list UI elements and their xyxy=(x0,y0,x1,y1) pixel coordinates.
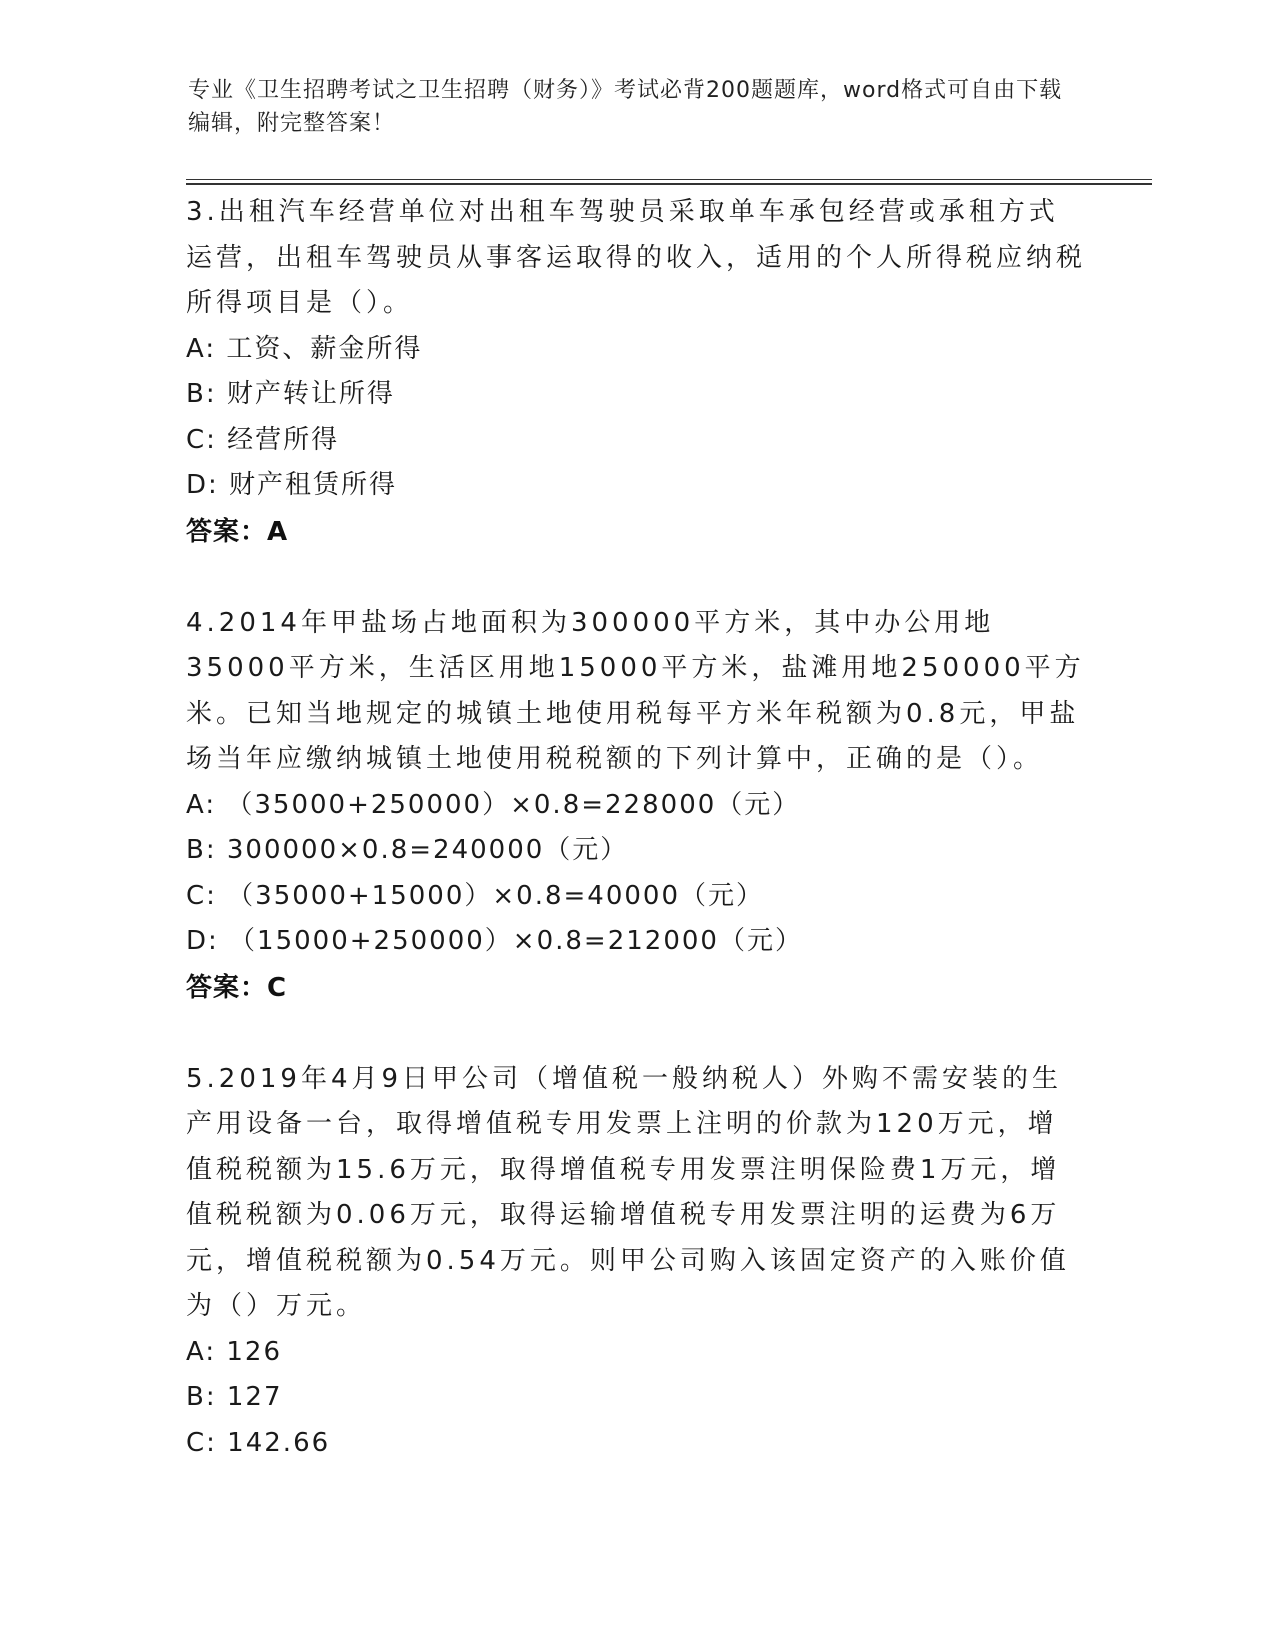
option-a: A: （35000+250000）×0.8=228000（元） xyxy=(186,789,801,820)
question-stem: 4.2014年甲盐场占地面积为300000平方米，其中办公用地35000平方米，生活区用地15000平方米，盐滩用地250000平方米。已知当地规定的城镇土地使用税每平方米年税额为0.8元，甲盐场当年应缴纳城镇土地使用税税额的下列计算中，正确的是（）。 xyxy=(186,607,1085,774)
option-b: B: 财产转让所得 xyxy=(186,379,395,409)
question-stem: 3.出租汽车经营单位对出租车驾驶员采取单车承包经营或承租方式运营，出租车驾驶员从事客运取得的收入，适用的个人所得税应纳税所得项目是（）。 xyxy=(186,197,1087,318)
option-c: C: 经营所得 xyxy=(186,424,340,455)
option-b: B: 127 xyxy=(186,1382,283,1412)
option-b: B: 300000×0.8=240000（元） xyxy=(186,835,629,865)
question-4 xyxy=(186,601,1086,1011)
option-d: D: 财产租赁所得 xyxy=(186,470,398,500)
option-a: A: 工资、薪金所得 xyxy=(186,333,423,364)
question-5 xyxy=(186,1057,1086,1467)
option-a: A: 126 xyxy=(186,1336,282,1367)
option-d: D: （15000+250000）×0.8=212000（元） xyxy=(186,926,803,956)
page-header-title: 专业《卫生招聘考试之卫生招聘（财务）》考试必背200题题库，word格式可自由下载编辑，附完整答案！ xyxy=(188,78,1063,136)
question-stem: 5.2019年4月9日甲公司（增值税一般纳税人）外购不需安装的生产用设备一台，取得增值税专用发票上注明的价款为120万元，增值税税额为15.6万元，取得增值税专用发票注明保险费1万元，增值税税额为0.06万元，取得运输增值税专用发票注明的运费为6万元，增值税税额为0.54万元。则甲公司购入该固定资产的入账价值为（）万元。 xyxy=(186,1063,1070,1321)
header-divider-thin xyxy=(186,179,1152,180)
question-list xyxy=(186,190,1086,1512)
answer-label: 答案：C xyxy=(186,972,288,1003)
answer-label: 答案：A xyxy=(186,516,289,547)
question-3 xyxy=(186,190,1086,555)
header-divider-thick xyxy=(186,183,1152,185)
option-c: C: 142.66 xyxy=(186,1427,331,1458)
option-c: C: （35000+15000）×0.8=40000（元） xyxy=(186,880,765,911)
